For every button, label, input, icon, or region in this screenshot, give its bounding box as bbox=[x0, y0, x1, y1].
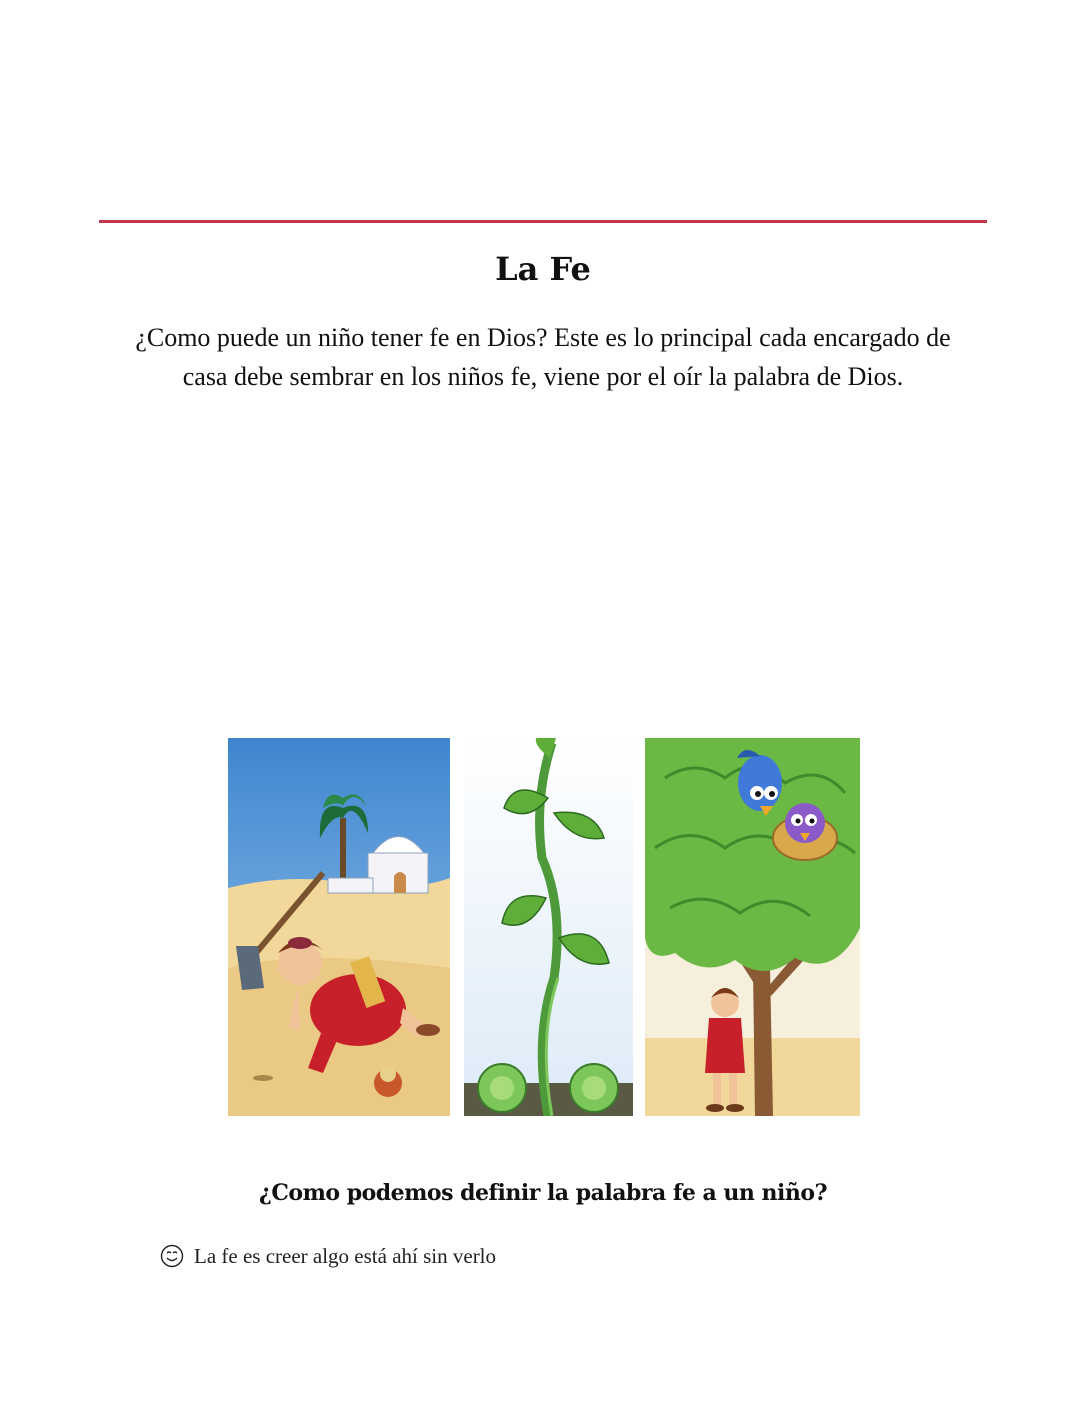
list-item bbox=[160, 1242, 496, 1270]
illustration-triptych bbox=[228, 738, 860, 1116]
intro-paragraph: ¿Como puede un niño tener fe en Dios? Este es lo principal cada encargado de casa debe sembrar en los niños fe, viene por el oír la palabra de Dios. bbox=[135, 323, 951, 391]
growing-plant-illustration bbox=[464, 738, 633, 1116]
smiley-face-icon bbox=[160, 1244, 184, 1268]
tree-with-birds-illustration bbox=[645, 738, 860, 1116]
farmer-sowing-illustration bbox=[228, 738, 450, 1116]
list-item-text: La fe es creer algo está ahí sin verlo bbox=[194, 1243, 497, 1268]
page-title: La Fe bbox=[495, 250, 591, 288]
divider-rule bbox=[99, 220, 987, 223]
section-question: ¿Como podemos definir la palabra fe a un niño? bbox=[259, 1180, 827, 1206]
